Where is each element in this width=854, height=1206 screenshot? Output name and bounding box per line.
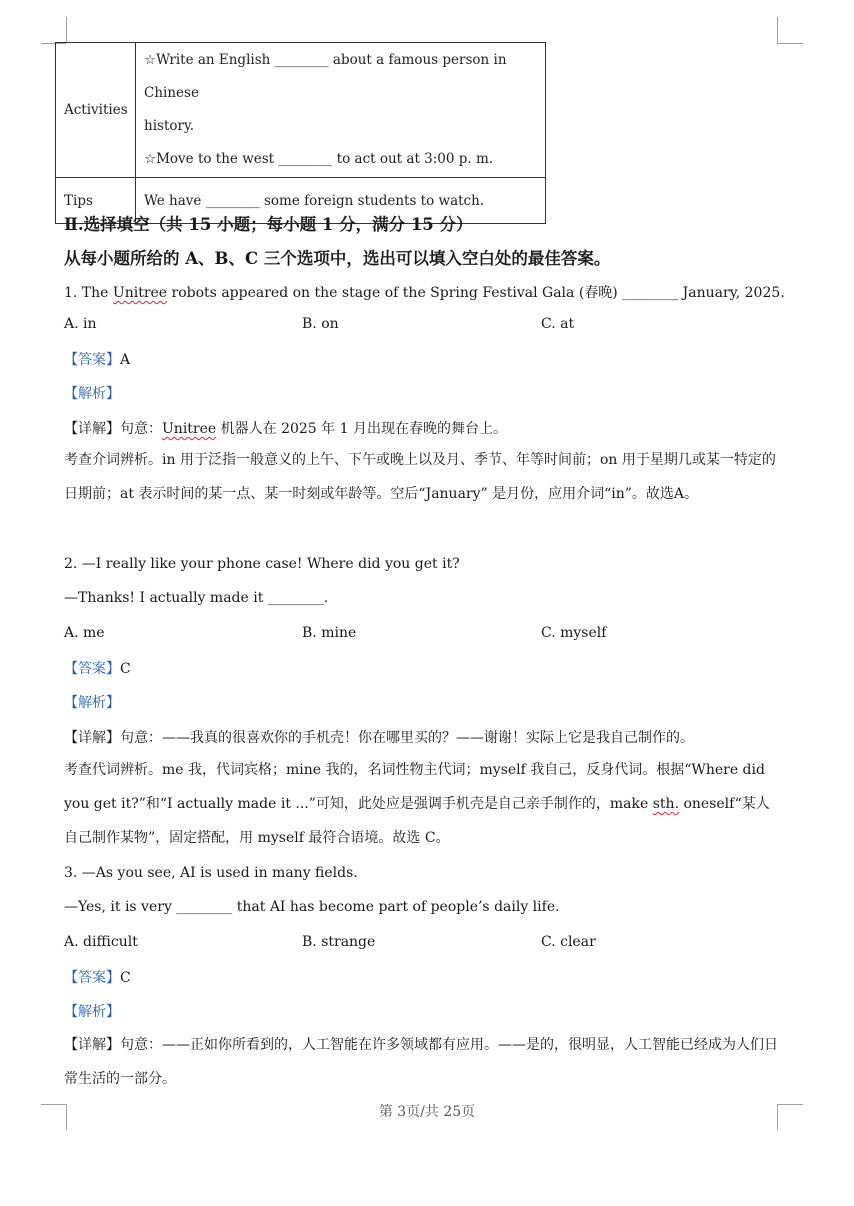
q1-explanation: 考查介词辨析。in 用于泛指一般意义的上午、下午或晚上以及月、季节、年等时间前；on 用于星期几或某一特定的日期前；at 表示时间的某一点、某一时刻或年龄等。空后“January” 是月份，应用介词“in”。故选A。 (64, 452, 776, 502)
page-number: 第 3页/共 25页 (378, 1104, 476, 1120)
q3-analysis-label: 【解析】 (64, 1004, 120, 1020)
section-title: Ⅱ.选择填空（共 15 小题；每小题 1 分，满分 15 分） (64, 215, 473, 234)
q2-option-b: B. mine (302, 625, 357, 641)
activity-line: history. (144, 118, 195, 134)
question-3-stem-line1: 3. —As you see, AI is used in many fields. (64, 865, 358, 881)
question-2-stem-line1: 2. —I really like your phone case! Where did you get it? (64, 556, 460, 572)
q3-detail: 【详解】句意：——正如你所看到的，人工智能在许多领域都有应用。——是的，很明显，人工智能已经成为人们日常生活的一部分。 (64, 1037, 778, 1087)
question-2-stem-line2: —Thanks! I actually made it ________. (64, 590, 329, 606)
q2-detail: 【详解】句意：——我真的很喜欢你的手机壳！你在哪里买的？——谢谢！实际上它是我自己制作的。 (64, 730, 694, 746)
row-label-activities: Activities (56, 43, 136, 178)
crop-mark (777, 17, 778, 43)
q3-answer: 【答案】C (64, 970, 131, 986)
crop-mark (66, 17, 67, 43)
q1-option-a: A. in (64, 316, 97, 332)
q2-answer: 【答案】C (64, 661, 131, 677)
row-content-tips: We have ________ some foreign students to watch. (136, 178, 546, 224)
row-content-activities (136, 43, 546, 178)
activity-line: ☆Write an English ________ about a famous person in Chinese (144, 52, 507, 101)
activity-table (55, 42, 546, 224)
q1-option-c: C. at (541, 316, 575, 332)
q1-analysis-label: 【解析】 (64, 386, 120, 402)
q1-detail: 【详解】句意：Unitree 机器人在 2025 年 1 月出现在春晚的舞台上。 (64, 421, 507, 437)
q2-analysis-label: 【解析】 (64, 695, 120, 711)
section-instruction: 从每小题所给的 A、B、C 三个选项中，选出可以填入空白处的最佳答案。 (64, 249, 611, 268)
q2-option-c: C. myself (541, 625, 607, 641)
table-row (56, 43, 546, 178)
question-3-stem-line2: —Yes, it is very ________ that AI has become part of people’s daily life. (64, 899, 560, 915)
row-label-tips: Tips (56, 178, 136, 224)
crop-mark (777, 43, 803, 44)
q2-explanation: 考查代词辨析。me 我，代词宾格；mine 我的，名词性物主代词；myself 我自己，反身代词。根据“Where did you get it?”和“I actually made it ...”可知，此处应是强调手机壳是自己亲手制作的，make sth. oneself“某人自己制作某物”，固定搭配，用 myself 最符合语境。故选 C。 (64, 762, 770, 846)
activity-line: ☆Move to the west ________ to act out at 3:00 p. m. (144, 151, 494, 167)
q1-option-b: B. on (302, 316, 339, 332)
q2-option-a: A. me (64, 625, 105, 641)
q1-answer: 【答案】A (64, 352, 131, 368)
q3-option-a: A. difficult (64, 934, 138, 950)
q3-option-c: C. clear (541, 934, 596, 950)
q3-option-b: B. strange (302, 934, 376, 950)
question-1-stem: 1. The Unitree robots appeared on the stage of the Spring Festival Gala (春晚) ________ January, 2025. (64, 285, 785, 301)
